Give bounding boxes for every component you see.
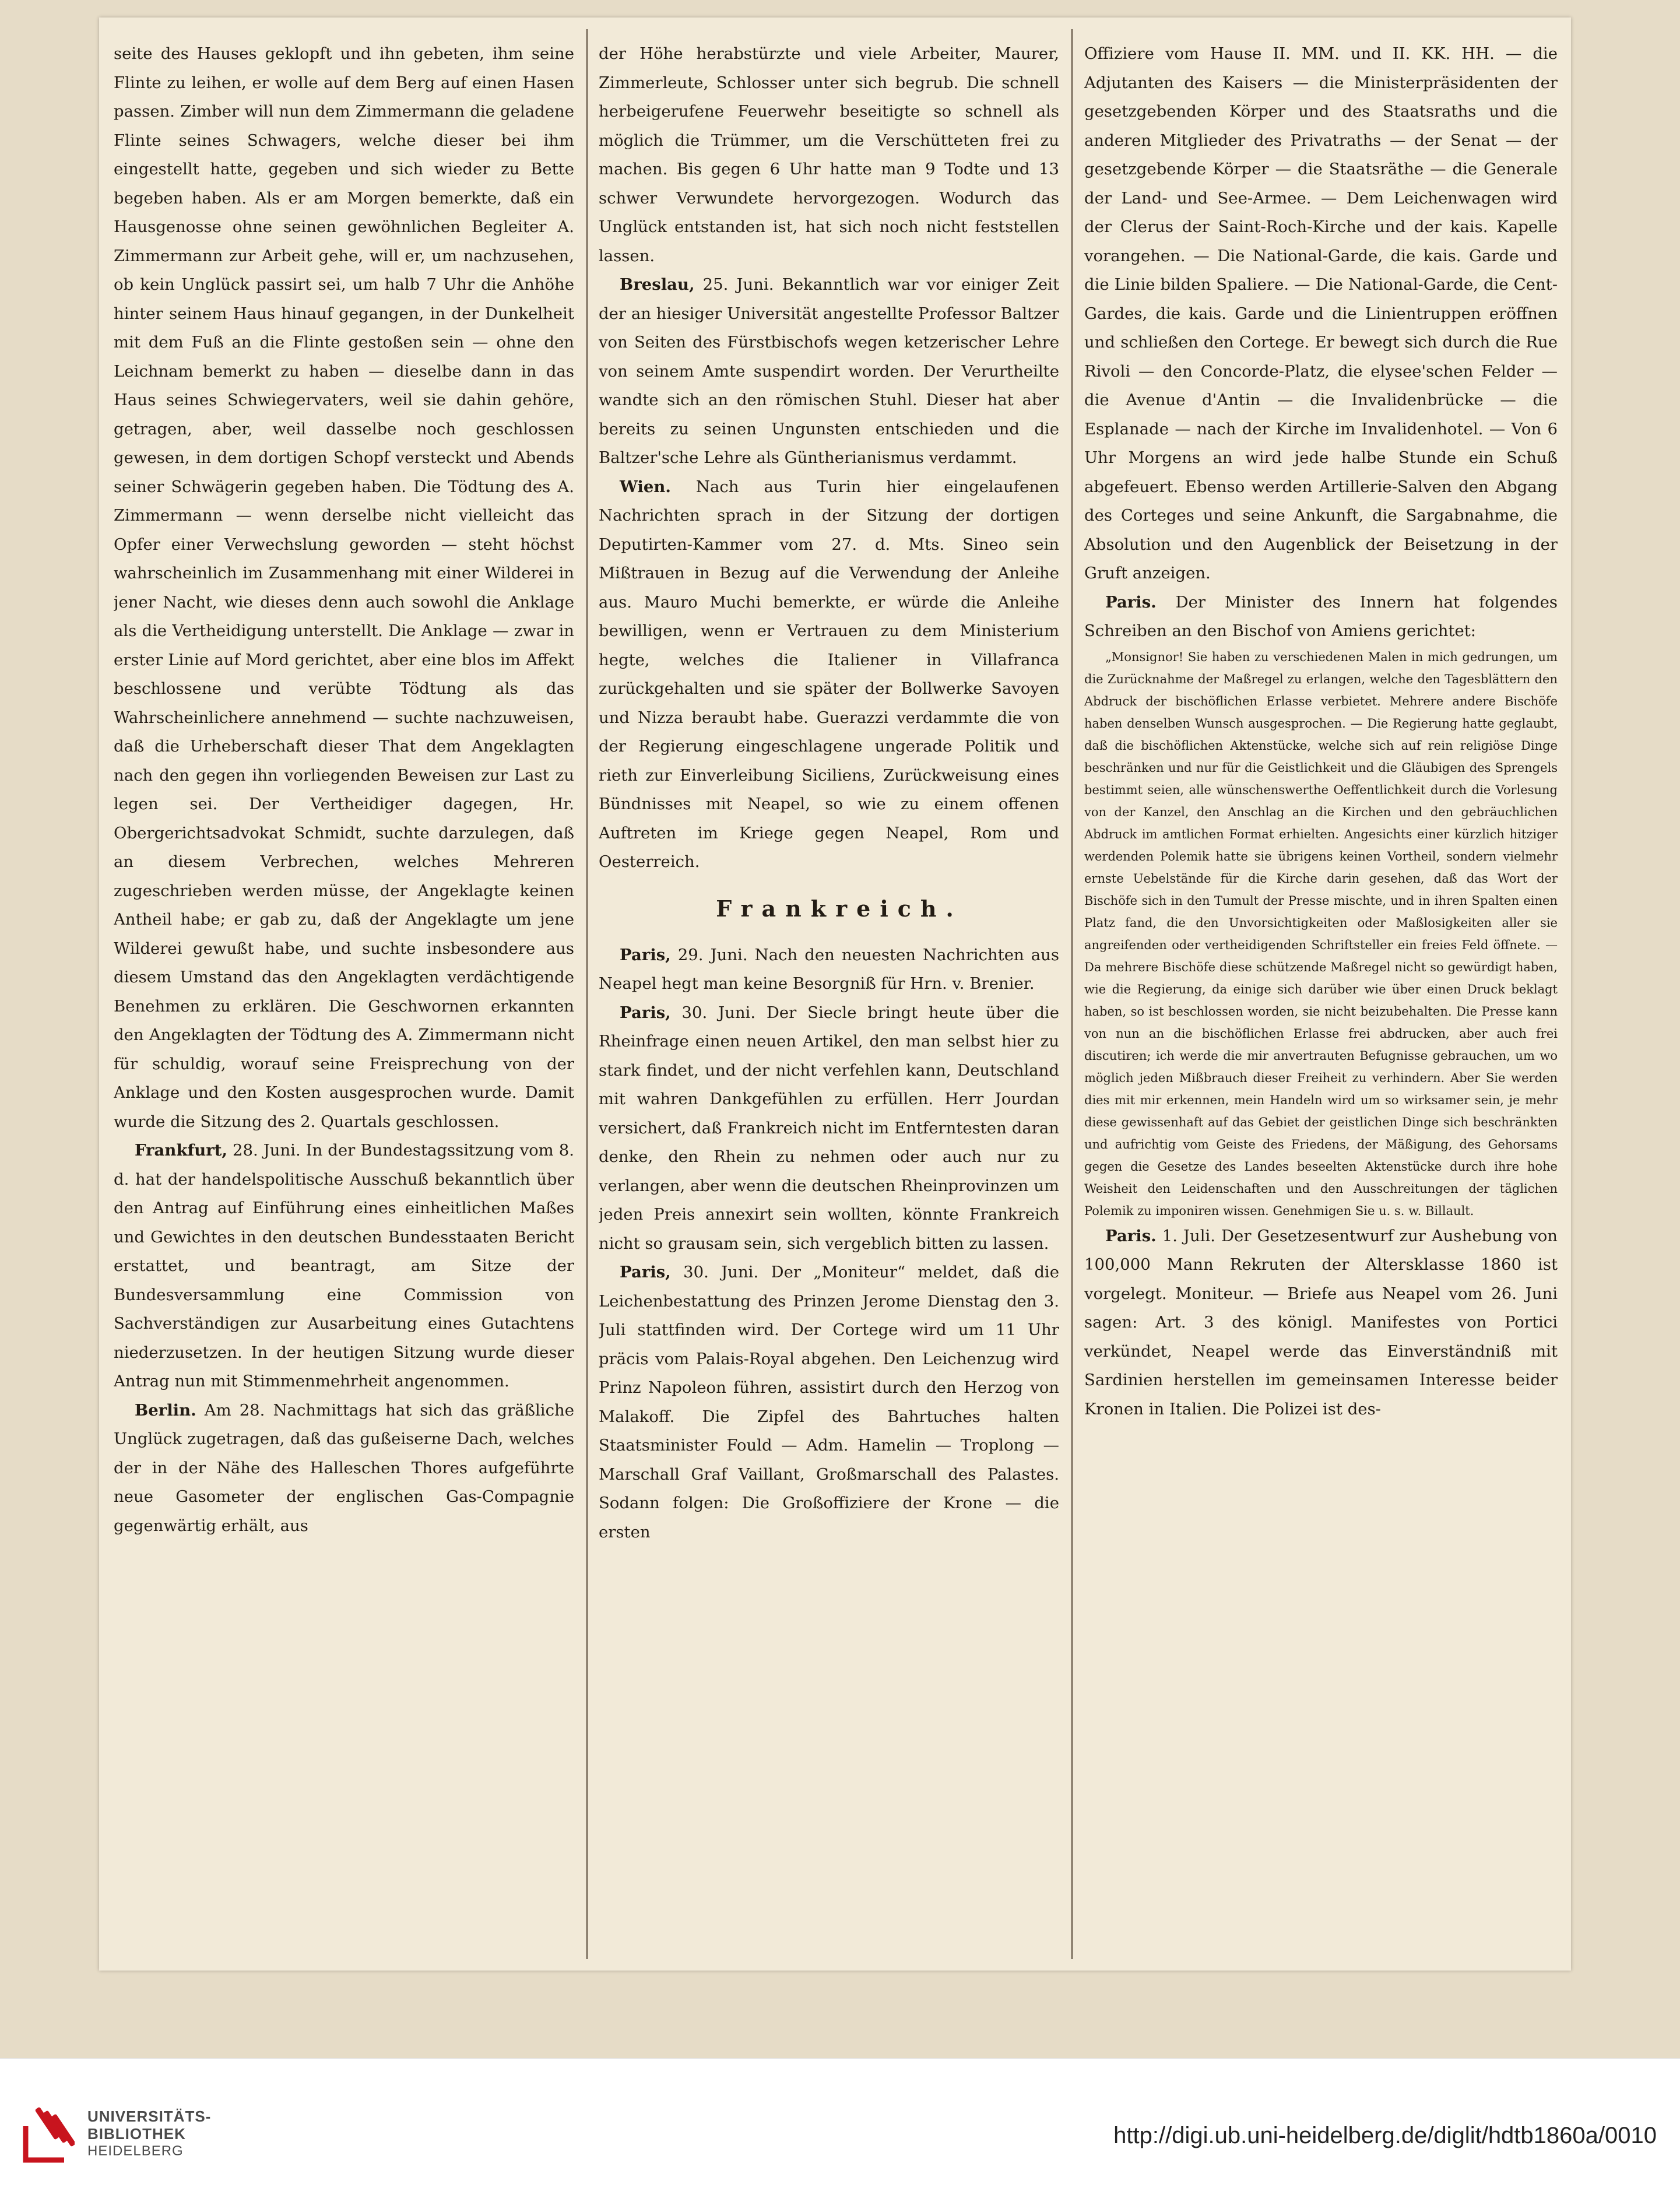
library-name: [87, 2108, 297, 2160]
place-name: Paris,: [620, 1003, 671, 1022]
paragraph-text: Am 28. Nachmittags hat sich das gräßliche Unglück zugetragen, daß das gußeiserne Dach, welches der in der Nähe des Halleschen Thores aufgeführte neue Gasometer der englischen Gas-Compagnie gegenwärtig erhält, aus: [114, 1400, 574, 1535]
library-name-line: BIBLIOTHEK: [87, 2125, 186, 2143]
paragraph-text: Offiziere vom Hause II. MM. und II. KK. HH. — die Adjutanten des Kaisers — die Ministerpräsidenten der gesetzgebenden Körper und des Staatsraths und die anderen Mitglieder des Privatraths — der Senat — der gesetzgebende Körper — die Staatsräthe — die Generale der Land- und See-Armee. — Dem Leichenwagen wird der Clerus der Saint-Roch-Kirche und der kais. Kapelle vorangehen. — Die National-Garde, die kais. Garde und die Linie bilden Spaliere. — Die National-Garde, die Cent-Gardes, die kais. Garde und die Linientruppen eröffnen und schließen den Cortege. Er bewegt sich durch die Rue Rivoli — den Concorde-Platz, die elysee'schen Felder — die Avenue d'Antin — die Invalidenbrücke — die Esplanade — nach der Kirche im Invalidenhotel. — Von 6 Uhr Morgens an wird jede halbe Stunde ein Schuß abgefeuert. Ebenso werden Artillerie-Salven den Abgang des Corteges und seine Ankunft, die Sargabnahme, die Absolution und den Augenblick der Beisetzung in der Gruft anzeigen.: [1084, 44, 1558, 582]
article-paragraph: [114, 1136, 574, 1396]
place-name: Paris.: [1105, 592, 1157, 612]
column-divider: [1071, 29, 1073, 1959]
article-paragraph: [599, 999, 1059, 1259]
paragraph-text: 28. Juni. In der Bundestagssitzung vom 8. d. hat der handelspolitische Ausschuß bekanntlich über den Antrag auf Einführung eines einheitlichen Maßes und Gewichtes in den deutschen Bundesstaaten Bericht erstattet, und beantragt, am Sitze der Bundesversammlung eine Commission von Sachverständigen zur Ausarbeitung eines Gutachtens niederzusetzen. In der heutigen Sitzung wurde dieser Antrag nun mit Stimmenmehrheit angenommen.: [114, 1141, 574, 1390]
library-footer: [0, 2058, 1680, 2209]
newspaper-page: [99, 17, 1571, 1971]
paragraph-text: seite des Hauses geklopft und ihn gebeten, ihm seine Flinte zu leihen, er wolle auf dem Berg auf einen Hasen passen. Zimber will nun dem Zimmermann die geladene Flinte seines Schwagers, welche dieser bei ihm eingestellt hatte, gegeben und sich wieder zu Bette begeben haben. Als er am Morgen bemerkte, daß ein Hausgenosse ohne seinen gewöhnlichen Begleiter A. Zimmermann zur Arbeit gehe, will er, um nachzusehen, ob kein Unglück passirt sei, um halb 7 Uhr die Anhöhe hinter seinem Haus hinauf gegangen, in der Dunkelheit mit dem Fuß an die Flinte gestoßen sein — ohne den Leichnam bemerkt zu haben — dieselbe dann in das Haus seines Schwiegervaters, weil sie dahin gehöre, getragen, aber, weil dasselbe noch geschlossen gewesen, in dem dortigen Schopf versteckt und Abends seiner Schwägerin gegeben haben. Die Tödtung des A. Zimmermann — wenn derselbe nicht vielleicht das Opfer einer Verwechslung geworden — steht höchst wahrscheinlich im Zusammenhang mit einer Wilderei in jener Nacht, wie dieses denn auch sowohl die Anklage als die Vertheidigung unterstellt. Die Anklage — zwar in erster Linie auf Mord gerichtet, aber eine blos im Affekt beschlossene und verübte Tödtung als das Wahrscheinlichere annehmend — suchte nachzuweisen, daß die Urheberschaft dieser That dem Angeklagten nach den gegen ihn vorliegenden Beweisen zur Last zu legen sei. Der Vertheidiger dagegen, Hr. Obergerichtsadvokat Schmidt, suchte darzulegen, daß an diesem Verbrechen, welches Mehreren zugeschrieben werden müsse, der Angeklagte keinen Antheil habe; er gab zu, daß der Angeklagte um jene Wilderei gewußt habe, und suchte insbesondere aus diesem Umstand das den Angeklagten verdächtigende Benehmen zu erklären. Die Geschwornen erkannten den Angeklagten der Tödtung des A. Zimmermann nicht für schuldig, worauf seine Freisprechung von der Anklage und den Kosten ausgesprochen wurde. Damit wurde die Sitzung des 2. Quartals geschlossen.: [114, 44, 574, 1131]
place-name: Wien.: [620, 477, 671, 496]
column-2: [599, 40, 1059, 1958]
paragraph-text: der Höhe herabstürzte und viele Arbeiter, Maurer, Zimmerleute, Schlosser unter sich begrub. Die schnell herbeigerufene Feuerwehr beseitigte so schnell als möglich die Trümmer, um die Verschütteten frei zu machen. Bis gegen 6 Uhr hatte man 9 Todte und 13 schwer Verwundete hervorgezogen. Wodurch das Unglück entstanden ist, hat sich noch nicht feststellen lassen.: [599, 44, 1059, 265]
place-name: Frankfurt,: [135, 1141, 227, 1160]
article-paragraph: [599, 271, 1059, 473]
paragraph-text: 25. Juni. Bekanntlich war vor einiger Zeit der an hiesiger Universität angestellte Professor Baltzer von Seiten des Fürstbischofs wegen ketzerischer Lehre von seinem Amte suspendirt worden. Der Verurtheilte wandte sich an den römischen Stuhl. Dieser hat aber bereits zu seinen Ungunsten entschieden und die Baltzer'sche Lehre als Güntherianismus verdammt.: [599, 275, 1059, 467]
article-paragraph: [114, 1396, 574, 1541]
article-paragraph: [599, 941, 1059, 999]
paragraph-text: Der Minister des Innern hat folgendes Schreiben an den Bischof von Amiens gerichtet:: [1084, 592, 1558, 640]
paragraph-text: Nach aus Turin hier eingelaufenen Nachrichten sprach in der Sitzung der dortigen Deputirten-Kammer vom 27. d. Mts. Sineo sein Mißtrauen in Bezug auf die Verwendung der Anleihe aus. Mauro Muchi bemerkte, er würde die Anleihe bewilligen, wenn er Vertrauen zu dem Ministerium hegte, welches die Italiener in Villafranca zurückgehalten und sie später der Bollwerke Savoyen und Nizza beraubt habe. Guerazzi verdammte die von der Regierung eingeschlagene ungerade Politik und rieth zur Einverleibung Siciliens, Zurückweisung eines Bündnisses mit Neapel, so wie zu einem offenen Auftreten im Kriege gegen Neapel, Rom und Oesterreich.: [599, 477, 1059, 871]
article-paragraph: [114, 40, 574, 1136]
section-heading: Frankreich.: [716, 895, 963, 922]
place-name: Breslau,: [620, 275, 695, 294]
paragraph-text: 1. Juli. Der Gesetzesentwurf zur Aushebung von 100,000 Mann Rekruten der Altersklasse 1860 ist vorgelegt. Moniteur. — Briefe aus Neapel vom 26. Juni sagen: Art. 3 des königl. Manifestes von Portici verkündet, Neapel werde das Einverständniß mit Sardinien herstellen im gemeinsamen Interesse beider Kronen in Italien. Die Polizei ist des-: [1084, 1226, 1558, 1418]
source-url-link[interactable]: http://digi.ub.uni-heidelberg.de/diglit/hdtb1860a/0010: [1113, 2123, 1657, 2148]
paragraph-text: 29. Juni. Nach den neuesten Nachrichten aus Neapel hegt man keine Besorgniß für Hrn. v. Brenier.: [599, 945, 1059, 993]
column-3: [1084, 40, 1558, 1958]
column-divider: [586, 29, 588, 1959]
quoted-letter: „Monsignor! Sie haben zu verschiedenen Malen in mich gedrungen, um die Zurücknahme der Maßregel zu erlangen, welche den Tagesblättern den Abdruck der bischöflichen Erlasse verbietet. Mehrere andere Bischöfe haben denselben Wunsch ausgesprochen. — Die Regierung hatte geglaubt, daß die bischöflichen Aktenstücke, welche sich auf rein religiöse Dinge beschränken und nur für die Geistlichkeit und die Gläubigen des Sprengels bestimmt seien, alle wünschenswerthe Oeffentlichkeit durch die Vorlesung von der Kanzel, den Anschlag an die Kirchen und den gebräuchlichen Abdruck im amtlichen Format erhielten. Angesichts einer kürzlich hitziger werdenden Polemik hatte sie übrigens keinen Vortheil, sondern vielmehr ernste Uebelstände für die Kirche darin gesehen, daß das Wort der Bischöfe sich in den Tumult der Presse mischte, und in ihren Spalten einen Platz fand, die den Unvorsichtigkeiten oder Maßlosigkeiten aller sie angreifenden oder vertheidigenden Schriftsteller ein freies Feld öffnete. — Da mehrere Bischöfe diese schützende Maßregel nicht so gewürdigt haben, wie die Regierung, da einige sich darüber wie über einen Druck beklagt haben, so ist beschlossen worden, sie nicht beizubehalten. Die Presse kann von nun an die bischöflichen Erlasse frei abdrucken, aber auch frei discutiren; ich werde die mir anvertrauten Befugnisse gebrauchen, um wo möglich jeden Mißbrauch dieser Freiheit zu verhindern. Aber Sie werden dies mit mir erkennen, mein Handeln wird um so wirksamer sein, je mehr diese gewissenhaft auf das Gebiet der geistlichen Dinge sich beschränkten und aufrichtig vom Geiste des Friedens, der Mäßigung, des Gehorsams gegen die Gesetze des Landes beseelten Aktenstücke durch ihre hohe Weisheit den Leidenschaften und den Ausschreitungen der täglichen Polemik zu imponiren wissen. Genehmigen Sie u. s. w. Billault.: [1084, 649, 1558, 1218]
library-name-line: HEIDELBERG: [87, 2143, 184, 2159]
column-1: [114, 40, 574, 1958]
article-paragraph: [1084, 40, 1558, 588]
library-name-line: UNIVERSITÄTS-: [87, 2108, 212, 2125]
library-logo-icon: [21, 2103, 75, 2164]
place-name: Paris,: [620, 1263, 671, 1281]
article-paragraph: [1084, 1222, 1558, 1424]
place-name: Berlin.: [135, 1400, 196, 1420]
article-paragraph: [599, 473, 1059, 877]
place-name: Paris,: [620, 945, 671, 964]
place-name: Paris.: [1105, 1226, 1157, 1245]
article-paragraph: [599, 1258, 1059, 1547]
article-paragraph: [599, 40, 1059, 271]
paragraph-text: 30. Juni. Der „Moniteur“ meldet, daß die Leichenbestattung des Prinzen Jerome Dienstag den 3. Juli stattfinden wird. Der Cortege wird um 11 Uhr präcis vom Palais-Royal abgehen. Den Leichenzug wird Prinz Napoleon führen, assistirt durch den Herzog von Malakoff. Die Zipfel des Bahrtuches halten Staatsminister Fould — Adm. Hamelin — Troplong — Marschall Graf Vaillant, Großmarschall des Palastes. Sodann folgen: Die Großoffiziere der Krone — die ersten: [599, 1263, 1059, 1541]
paragraph-text: 30. Juni. Der Siecle bringt heute über die Rheinfrage einen neuen Artikel, den man selbst hier zu stark findet, und der nicht verfehlen kann, Deutschland mit wahren Dankgefühlen zu erfüllen. Herr Jourdan versichert, daß Frankreich nicht im Entferntesten daran denke, den Rhein zu nehmen oder auch nur zu verlangen, aber wenn die deutschen Rheinprovinzen um jeden Preis annexirt sein wollten, könnte Frankreich nicht so grausam sein, sich vergeblich bitten zu lassen.: [599, 1003, 1059, 1253]
article-paragraph: [1084, 588, 1558, 646]
